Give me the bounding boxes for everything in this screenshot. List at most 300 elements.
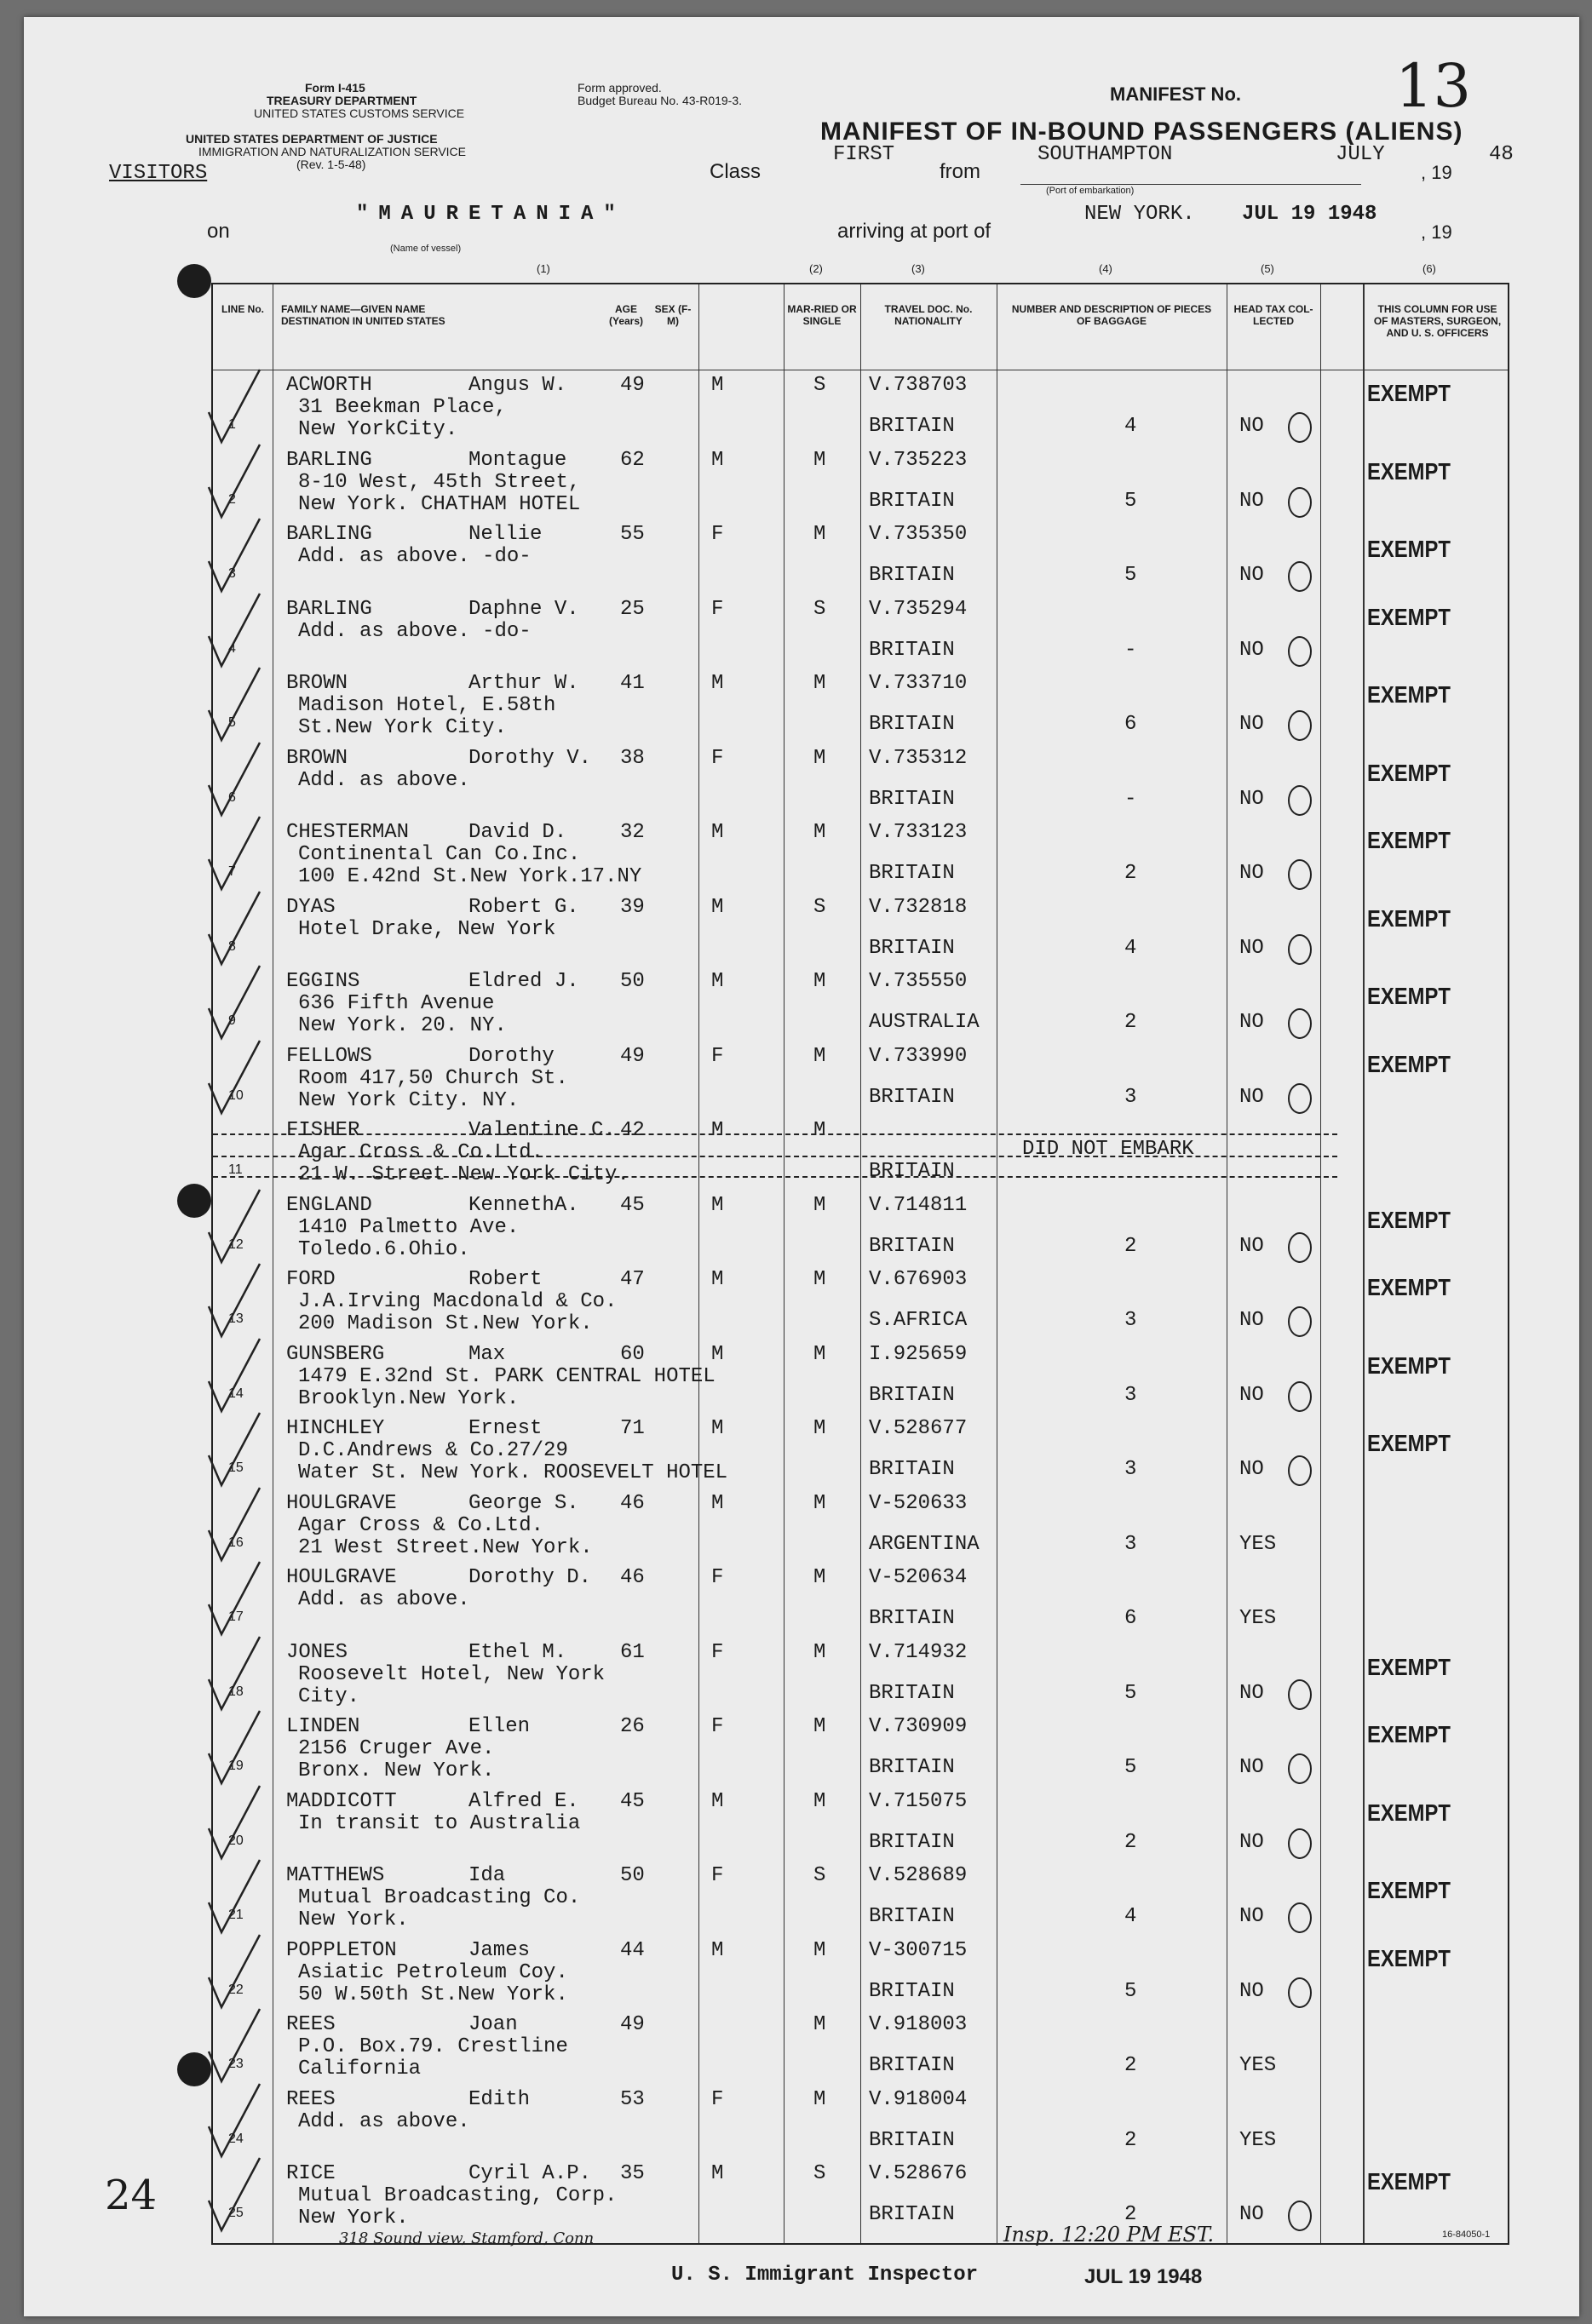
margin-count: 24 [105,2172,158,2219]
marital-status: M [813,1566,826,1589]
marital-status: M [813,746,826,770]
surname: HOULGRAVE [286,1566,397,1589]
baggage-count: 2 [1124,862,1137,885]
col-line-no: LINE No. [221,303,264,315]
exempt-stamp: EXEMPT [1367,457,1451,485]
given-name: Max [468,1342,506,1366]
inspector-date-stamp: JUL 19 1948 [1084,2265,1203,2288]
form-revision: (Rev. 1-5-48) [296,158,366,171]
surname: EGGINS [286,970,360,993]
col-num-3: (3) [911,262,925,275]
baggage-count: - [1124,638,1137,662]
sex: M [711,1268,724,1291]
nationality: BRITAIN [869,787,955,811]
head-tax: NO [1239,1011,1264,1034]
line-number: 17 [228,1610,244,1624]
head-tax: NO [1239,1830,1264,1854]
year: 48 [1489,143,1514,166]
col-head-tax: HEAD TAX COL-LECTED [1233,303,1313,327]
age: 42 [620,1119,645,1142]
head-tax: NO [1239,1979,1264,2003]
travel-doc: V.733123 [869,821,968,844]
address-1: Add. as above. [298,768,470,792]
address-2: 21 West Street.New York. [298,1535,593,1559]
travel-doc: I.925659 [869,1342,968,1366]
nationality: BRITAIN [869,415,955,438]
travel-doc: V.735223 [869,448,968,472]
form-code: 16-84050-1 [1442,2229,1491,2240]
marital-status: M [813,2087,826,2111]
head-tax: NO [1239,787,1264,811]
sex: F [711,1715,724,1738]
nationality: BRITAIN [869,713,955,736]
exempt-stamp: EXEMPT [1367,380,1451,406]
baggage-count: DID NOT EMBARK [1022,1138,1194,1161]
given-name: Daphne V. [468,597,579,621]
head-tax: NO [1239,2203,1264,2226]
sex: F [711,1864,724,1887]
nationality: BRITAIN [869,936,955,960]
sex: M [711,1193,724,1217]
table-row [213,519,1508,594]
col-sex: SEX (F-M) [654,303,692,327]
month: JULY [1336,143,1385,166]
head-tax: NO [1239,1234,1264,1258]
age: 35 [620,2162,645,2185]
page-title: MANIFEST OF IN-BOUND PASSENGERS (ALIENS) [820,118,1463,146]
nationality: BRITAIN [869,1160,955,1183]
exempt-stamp: EXEMPT [1367,1050,1451,1077]
travel-doc: V.918003 [869,2013,968,2036]
given-name: Ellen [468,1715,531,1738]
baggage-count: 4 [1124,415,1137,438]
address-1: Madison Hotel, E.58th [298,694,556,717]
sex: M [711,1491,724,1515]
table-row [213,1637,1508,1712]
circled-c-mark [1288,1306,1312,1337]
marital-status: M [813,1491,826,1515]
exempt-stamp: EXEMPT [1367,1430,1451,1456]
signature-note: Insp. 12:20 PM EST. [1003,2223,1215,2247]
baggage-count: - [1124,787,1137,811]
col-family-name: FAMILY NAME—GIVEN NAME DESTINATION IN UNITED STATES [281,303,445,327]
exempt-stamp: EXEMPT [1367,681,1451,708]
given-name: Ernest [468,1417,543,1440]
nationality: BRITAIN [869,1905,955,1928]
manifest-no-label: MANIFEST No. [1110,83,1241,105]
baggage-count: 2 [1124,2054,1137,2077]
col-num-6: (6) [1422,262,1436,275]
given-name: Dorothy V. [468,746,592,770]
baggage-count: 5 [1124,1681,1137,1705]
surname: FISHER [286,1119,360,1142]
address-1: Roosevelt Hotel, New York [298,1662,606,1686]
address-2: Toledo.6.Ohio. [298,1237,470,1261]
budget-bureau: Budget Bureau No. 43-R019-3. [578,94,743,107]
nationality: BRITAIN [869,1085,955,1109]
address-2: 50 W.50th St.New York. [298,1983,568,2006]
page-number: 13 [1395,51,1472,121]
head-tax: YES [1239,2054,1277,2077]
circled-c-mark [1288,487,1312,518]
line-number: 24 [228,2131,244,2146]
head-tax: YES [1239,1532,1277,1556]
surname: REES [286,2013,336,2036]
table-row [213,966,1508,1041]
travel-doc: V.730909 [869,1715,968,1738]
embark-label: (Port of embarkation) [1046,186,1135,196]
age: 44 [620,1938,645,1962]
age: 50 [620,970,645,993]
circled-c-mark [1288,1679,1312,1710]
address-2: New York. [298,1908,409,1931]
sex: M [711,1938,724,1962]
head-tax: NO [1239,1458,1264,1481]
head-tax: NO [1239,1085,1264,1109]
nationality: BRITAIN [869,1756,955,1779]
strike-line [213,1133,1337,1137]
table-row [213,1786,1508,1861]
sex: M [711,895,724,919]
dept-justice: UNITED STATES DEPARTMENT OF JUSTICE [186,132,438,146]
exempt-stamp: EXEMPT [1367,759,1451,786]
sex: F [711,1566,724,1589]
table-row [213,743,1508,818]
age: 60 [620,1342,645,1366]
line-number: 18 [228,1684,244,1699]
circled-c-mark [1288,1902,1312,1933]
nationality: BRITAIN [869,1458,955,1481]
dept-immigration: IMMIGRATION AND NATURALIZATION SERVICE [198,145,466,158]
line-number: 7 [228,864,236,879]
given-name: David D. [468,821,567,844]
marital-status: S [813,2162,826,2185]
travel-doc: V.528677 [869,1417,968,1440]
sex: M [711,2162,724,2185]
head-tax: NO [1239,713,1264,736]
surname: ENGLAND [286,1193,372,1217]
col-num-5: (5) [1261,262,1274,275]
travel-doc: V.738703 [869,374,968,397]
line-number: 11 [228,1162,243,1177]
manifest-page [24,17,1579,2316]
marital-status: M [813,1342,826,1366]
marital-status: S [813,1864,826,1887]
head-tax: NO [1239,1309,1264,1332]
marital-status: M [813,1938,826,1962]
address-2: Brooklyn.New York. [298,1386,520,1410]
age: 49 [620,1044,645,1068]
sex: F [711,1044,724,1068]
travel-doc: V.528689 [869,1864,968,1887]
address-2: St.New York City. [298,716,507,739]
address-1: Mutual Broadcasting, Corp. [298,2184,618,2207]
age: 61 [620,1640,645,1664]
nationality: S.AFRICA [869,1309,968,1332]
given-name: Robert [468,1268,543,1291]
surname: MATTHEWS [286,1864,385,1887]
table-row [213,668,1508,743]
surname: BROWN [286,672,348,695]
given-name: Eldred J. [468,970,579,993]
circled-c-mark [1288,1828,1312,1859]
table-row [213,1860,1508,1935]
surname: REES [286,2087,336,2111]
marital-status: M [813,523,826,546]
marital-status: M [813,2013,826,2036]
marital-status: M [813,1193,826,1217]
nationality: BRITAIN [869,862,955,885]
nationality: BRITAIN [869,1979,955,2003]
baggage-count: 2 [1124,2128,1137,2152]
address-1: J.A.Irving Macdonald & Co. [298,1290,618,1313]
sex: F [711,523,724,546]
col-travel-doc: TRAVEL DOC. No. NATIONALITY [884,303,973,327]
table-row [213,370,1508,445]
head-tax: NO [1239,638,1264,662]
age: 39 [620,895,645,919]
line-number: 23 [228,2057,244,2071]
exempt-stamp: EXEMPT [1367,1877,1451,1903]
address-1: Hotel Drake, New York [298,917,556,941]
punch-hole [177,264,211,298]
table-row [213,594,1508,669]
address-2: New YorkCity. [298,418,458,441]
circled-c-mark [1288,561,1312,592]
on-label: on [207,220,230,243]
sex: M [711,970,724,993]
from-label: from [940,160,980,183]
sex: F [711,746,724,770]
line-number: 1 [228,417,236,432]
address-1: 8-10 West, 45th Street, [298,470,581,494]
surname: BARLING [286,523,372,546]
head-tax: NO [1239,415,1264,438]
table-row [213,1488,1508,1563]
line-number: 25 [228,2206,244,2220]
baggage-count: 6 [1124,1607,1137,1630]
table-row [213,445,1508,519]
surname: BROWN [286,746,348,770]
baggage-count: 4 [1124,1905,1137,1928]
surname: MADDICOTT [286,1789,397,1813]
strike-line [213,1176,1337,1179]
age: 46 [620,1566,645,1589]
marital-status: M [813,1268,826,1291]
age: 49 [620,2013,645,2036]
surname: BARLING [286,448,372,472]
table-row [213,1935,1508,2010]
exempt-stamp: EXEMPT [1367,1721,1451,1747]
given-name: KennethA. [468,1193,579,1217]
sex: M [711,374,724,397]
rice-address-note: 318 Sound view, Stamford, Conn [339,2229,595,2247]
given-name: Ida [468,1864,506,1887]
address-1: 31 Beekman Place, [298,396,507,419]
sex: M [711,672,724,695]
table-row [213,1264,1508,1339]
head-tax: NO [1239,862,1264,885]
circled-c-mark [1288,412,1312,443]
col-num-4: (4) [1099,262,1112,275]
table-row [213,1115,1508,1190]
table-row [213,1562,1508,1637]
surname: HOULGRAVE [286,1491,397,1515]
line-number: 3 [228,566,236,581]
exempt-stamp: EXEMPT [1367,904,1451,932]
marital-status: M [813,1715,826,1738]
surname: DYAS [286,895,336,919]
travel-doc: V-300715 [869,1938,968,1962]
form-approved: Form approved. [578,81,662,95]
line-number: 16 [228,1535,244,1550]
marital-status: M [813,1044,826,1068]
col-officer: THIS COLUMN FOR USE OF MASTERS, SURGEON, AND U. S. OFFICERS [1373,303,1502,339]
address-1: 1479 E.32nd St. PARK CENTRAL HOTEL [298,1364,716,1388]
nationality: BRITAIN [869,1607,955,1630]
arrival-date-stamp: JUL 19 1948 [1242,203,1377,226]
age: 45 [620,1789,645,1813]
baggage-count: 4 [1124,936,1137,960]
sex: F [711,1640,724,1664]
given-name: Dorothy [468,1044,555,1068]
address-2: Water St. New York. ROOSEVELT HOTEL [298,1461,728,1484]
nationality: BRITAIN [869,1383,955,1407]
marital-status: M [813,1640,826,1664]
travel-doc: V.714932 [869,1640,968,1664]
nationality: BRITAIN [869,2128,955,2152]
age: 55 [620,523,645,546]
travel-doc: V.735312 [869,746,968,770]
vessel-name: "MAURETANIA" [356,203,626,226]
marital-status: M [813,821,826,844]
circled-c-mark [1288,1008,1312,1039]
age: 49 [620,374,645,397]
address-2: 200 Madison St.New York. [298,1312,593,1335]
given-name: Arthur W. [468,672,579,695]
table-row [213,2009,1508,2084]
address-1: Agar Cross & Co.Ltd. [298,1513,544,1537]
line-number: 20 [228,1833,244,1848]
check-mark-icon [162,1032,264,1126]
nationality: ARGENTINA [869,1532,980,1556]
head-tax: NO [1239,1383,1264,1407]
age: 45 [620,1193,645,1217]
circled-c-mark [1288,1753,1312,1784]
line-number: 10 [228,1087,244,1103]
baggage-count: 5 [1124,564,1137,587]
exempt-stamp: EXEMPT [1367,1351,1451,1379]
address-2: 100 E.42nd St.New York.17.NY [298,865,642,888]
surname: LINDEN [286,1715,360,1738]
surname: CHESTERMAN [286,821,410,844]
address-1: Add. as above. [298,1588,470,1611]
travel-doc: V.714811 [869,1193,968,1217]
circled-c-mark [1288,636,1312,667]
arriving-label: arriving at port of [837,220,991,243]
exempt-stamp: EXEMPT [1367,827,1451,853]
col-age: AGE (Years) [608,303,644,327]
baggage-count: 2 [1124,1830,1137,1854]
table-row [213,892,1508,967]
check-mark-icon [162,2149,264,2243]
exempt-stamp: EXEMPT [1367,1799,1451,1826]
class-value: FIRST [833,143,895,166]
address-1: Asiatic Petroleum Coy. [298,1960,568,1984]
head-tax: YES [1239,2128,1277,2152]
line-number: 5 [228,715,236,730]
baggage-count: 3 [1124,1085,1137,1109]
baggage-count: 3 [1124,1309,1137,1332]
given-name: Ethel M. [468,1640,567,1664]
nationality: AUSTRALIA [869,1011,980,1034]
travel-doc: V.733710 [869,672,968,695]
exempt-stamp: EXEMPT [1367,983,1451,1009]
head-tax: YES [1239,1607,1277,1630]
age: 26 [620,1715,645,1738]
head-tax: NO [1239,936,1264,960]
address-1: D.C.Andrews & Co.27/29 [298,1439,568,1462]
given-name: Robert G. [468,895,579,919]
address-2: California [298,2057,422,2080]
circled-c-mark [1288,2201,1312,2231]
surname: HINCHLEY [286,1417,385,1440]
baggage-count: 2 [1124,1234,1137,1258]
given-name: Edith [468,2087,531,2111]
head-tax: NO [1239,1681,1264,1705]
address-1: Room 417,50 Church St. [298,1066,568,1090]
head-tax: NO [1239,489,1264,513]
table-row [213,2084,1508,2159]
baggage-count: 5 [1124,1979,1137,2003]
given-name: Cyril A.P. [468,2162,592,2185]
exempt-stamp: EXEMPT [1367,1944,1451,1971]
col-num-2: (2) [809,262,823,275]
marital-status: M [813,448,826,472]
address-1: Add. as above. [298,2109,470,2133]
line-number: 2 [228,491,236,507]
travel-doc: V.735550 [869,970,968,993]
travel-doc: V.735350 [869,523,968,546]
surname: RICE [286,2162,336,2185]
sex: M [711,1417,724,1440]
surname: FELLOWS [286,1044,372,1068]
dept-treasury: TREASURY DEPARTMENT [267,94,417,107]
baggage-count: 3 [1124,1458,1137,1481]
head-tax: NO [1239,564,1264,587]
head-tax: NO [1239,1756,1264,1779]
table-row [213,1413,1508,1488]
travel-doc: V.918004 [869,2087,968,2111]
nationality: BRITAIN [869,489,955,513]
given-name: Valentine C. [468,1119,616,1142]
nationality: BRITAIN [869,1681,955,1705]
age: 62 [620,448,645,472]
col-num-1: (1) [537,262,550,275]
embark-underline [1020,184,1361,185]
sex: F [711,2087,724,2111]
table-row [213,1190,1508,1265]
line-number: 19 [228,1759,244,1773]
address-2: New York. 20. NY. [298,1014,507,1037]
given-name: George S. [468,1491,579,1515]
sex: M [711,1342,724,1366]
marital-status: M [813,1119,826,1142]
head-tax: NO [1239,1905,1264,1928]
age: 53 [620,2087,645,2111]
surname: ACWORTH [286,374,372,397]
travel-doc: V-520633 [869,1491,968,1515]
